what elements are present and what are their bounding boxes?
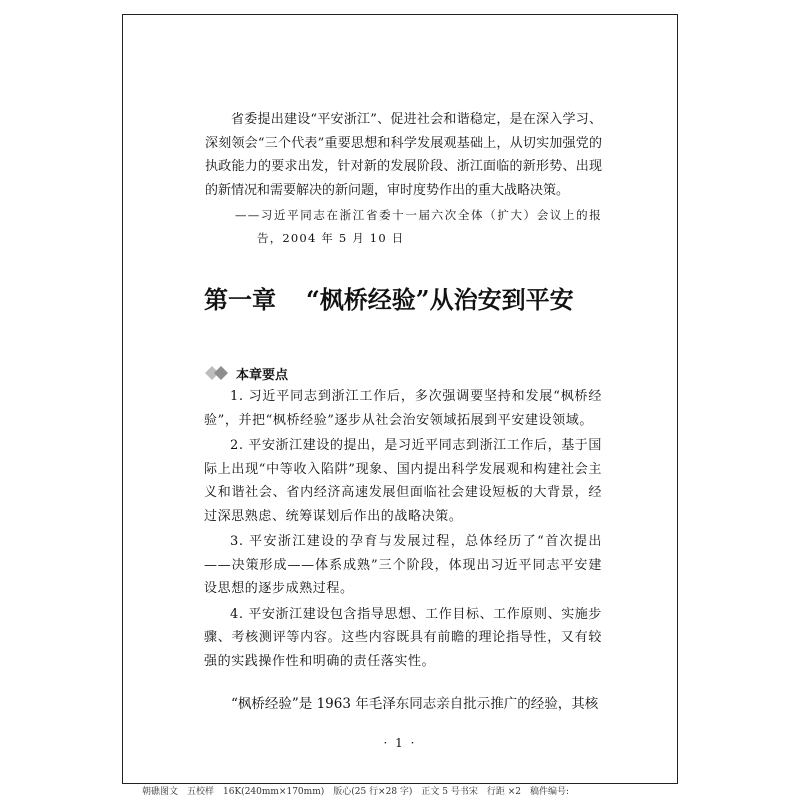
key-point-item: 1. 习近平同志到浙江工作后，多次强调要坚持和发展“枫桥经验”，并把“枫桥经验”逐步从社会治安领域拓展到平安建设领域。: [204, 389, 602, 428]
chapter-name: “枫桥经验”从治安到平安: [306, 285, 574, 314]
diamond-ornament-icon: [204, 365, 230, 381]
key-point-item: 2. 平安浙江建设的提出，是习近平同志到浙江工作后，基于国际上出现“中等收入陷阱”现象、国内提出科学发展观和构建社会主义和谐社会、省内经济高速发展但面临社会建设短板的大背景，经过深思熟虑、统筹谋划后作出的战略决策。: [204, 438, 602, 524]
epigraph-text: 省委提出建设“平安浙江”、促进社会和谐稳定，是在深入学习、深刻领会“三个代表”重要思想和科学发展观基础上，从切实加强党的执政能力的要求出发，针对新的发展阶段、浙江面临的新形势、出现的新情况和需要解决的新问题，审时度势作出的重大战略决策。: [205, 112, 602, 198]
epigraph-source: ——习近平同志在浙江省委十一届六次全体（扩大）会议上的报告，2004 年 5 月 10 日: [235, 208, 602, 245]
key-points-header: [204, 364, 288, 382]
key-points-list: [204, 385, 602, 675]
print-info-line: 朝礁图文 五校样 16K(240mm×170mm) 版心(25 行×28 字) 正文 5 号书宋 行距 ×2 稿件编号:: [142, 787, 570, 797]
chapter-number: 第一章: [204, 285, 276, 314]
body-paragraph: “枫桥经验”是 1963 年毛泽东同志亲自批示推广的经验，其核: [231, 696, 599, 712]
key-point-item: 4. 平安浙江建设包含指导思想、工作目标、工作原则、实施步骤、考核测评等内容。这些内容既具有前瞻的理论指导性，又有较强的实践操作性和明确的责任落实性。: [204, 606, 602, 669]
epigraph: [205, 108, 602, 250]
chapter-title: [204, 284, 604, 316]
page-number: · 1 ·: [383, 736, 417, 750]
key-point-item: 3. 平安浙江建设的孕育与发展过程，总体经历了“首次提出——决策形成——体系成熟”三个阶段，体现出习近平同志平安建设思想的逐步成熟过程。: [204, 534, 602, 596]
key-points-heading: 本章要点: [236, 367, 289, 383]
